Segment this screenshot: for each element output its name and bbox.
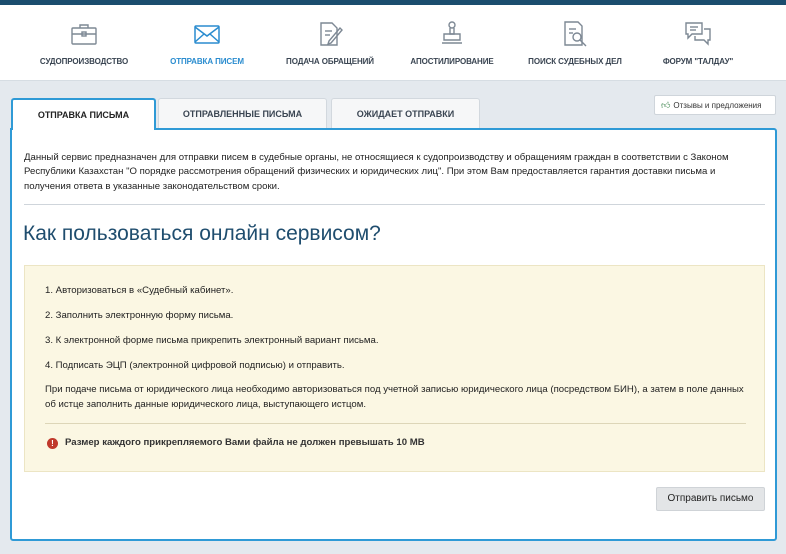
feedback-button[interactable] xyxy=(654,95,776,115)
nav-label: ФОРУМ "ТАЛДАУ" xyxy=(662,57,734,66)
nav-label: АПОСТИЛИРОВАНИЕ xyxy=(410,57,494,66)
legal-entity-note: При подаче письма от юридического лица необходимо авторизоваться под учетной записью юридического лица (посредством БИН), а затем в поле данных об истце заполнить данные юридического лица, выступающего истцом. xyxy=(45,384,744,410)
how-to-title: Как пользоваться онлайн сервисом? xyxy=(23,222,381,245)
nav-item-send-letters[interactable] xyxy=(142,19,272,66)
nav-item-forum[interactable] xyxy=(633,19,763,66)
content-panel xyxy=(10,128,777,541)
nav-item-submit-appeals[interactable] xyxy=(265,19,395,66)
chat-bubbles-icon xyxy=(683,19,713,49)
step-item: 4. Подписать ЭЦП (электронной цифровой подписью) и отправить. xyxy=(45,360,345,371)
stamp-icon xyxy=(437,19,467,49)
nav-item-case-search[interactable] xyxy=(510,19,640,66)
feedback-label: Отзывы и предложения xyxy=(673,101,762,110)
tab-pending-send[interactable]: ОЖИДАЕТ ОТПРАВКИ xyxy=(331,98,480,128)
divider xyxy=(24,204,765,205)
tab-sent-letters[interactable]: ОТПРАВЛЕННЫЕ ПИСЬМА xyxy=(158,98,327,128)
search-document-icon xyxy=(560,19,590,49)
warning-icon: ! xyxy=(47,438,58,449)
instructions-box xyxy=(24,265,765,472)
intro-text: Данный сервис предназначен для отправки писем в судебные органы, не относящиеся к судопроизводству и обращениям граждан в соответствии с Законом Республики Казахстан "О порядке рассмотрения обращений физических и юридических лиц". При этом Вам предоставляется гарантия доставки письма и получения ответа в указанные законодательством сроки. xyxy=(24,152,729,192)
thumbs-up-icon: 👍︎ xyxy=(661,100,671,110)
nav-label: ПОДАЧА ОБРАЩЕНИЙ xyxy=(286,57,374,66)
nav-item-court-proceedings[interactable] xyxy=(19,19,149,66)
nav-label: СУДОПРОИЗВОДСТВО xyxy=(39,57,129,66)
envelope-icon xyxy=(192,19,222,49)
step-item: 1. Авторизоваться в «Судебный кабинет». xyxy=(45,285,234,296)
briefcase-icon xyxy=(69,19,99,49)
nav-label: ПОИСК СУДЕБНЫХ ДЕЛ xyxy=(528,57,622,66)
main-nav xyxy=(0,5,786,81)
document-pen-icon xyxy=(315,19,345,49)
warning-text: Размер каждого прикрепляемого Вами файла не должен превышать 10 MB xyxy=(65,437,425,448)
divider xyxy=(45,423,746,424)
nav-item-apostille[interactable] xyxy=(387,19,517,66)
send-letter-button[interactable]: Отправить письмо xyxy=(656,487,765,511)
file-size-warning xyxy=(47,437,425,449)
step-item: 2. Заполнить электронную форму письма. xyxy=(45,310,234,321)
step-item: 3. К электронной форме письма прикрепить электронный вариант письма. xyxy=(45,335,379,346)
nav-label: ОТПРАВКА ПИСЕМ xyxy=(170,57,244,66)
tab-send-letter[interactable]: ОТПРАВКА ПИСЬМА xyxy=(11,98,156,130)
